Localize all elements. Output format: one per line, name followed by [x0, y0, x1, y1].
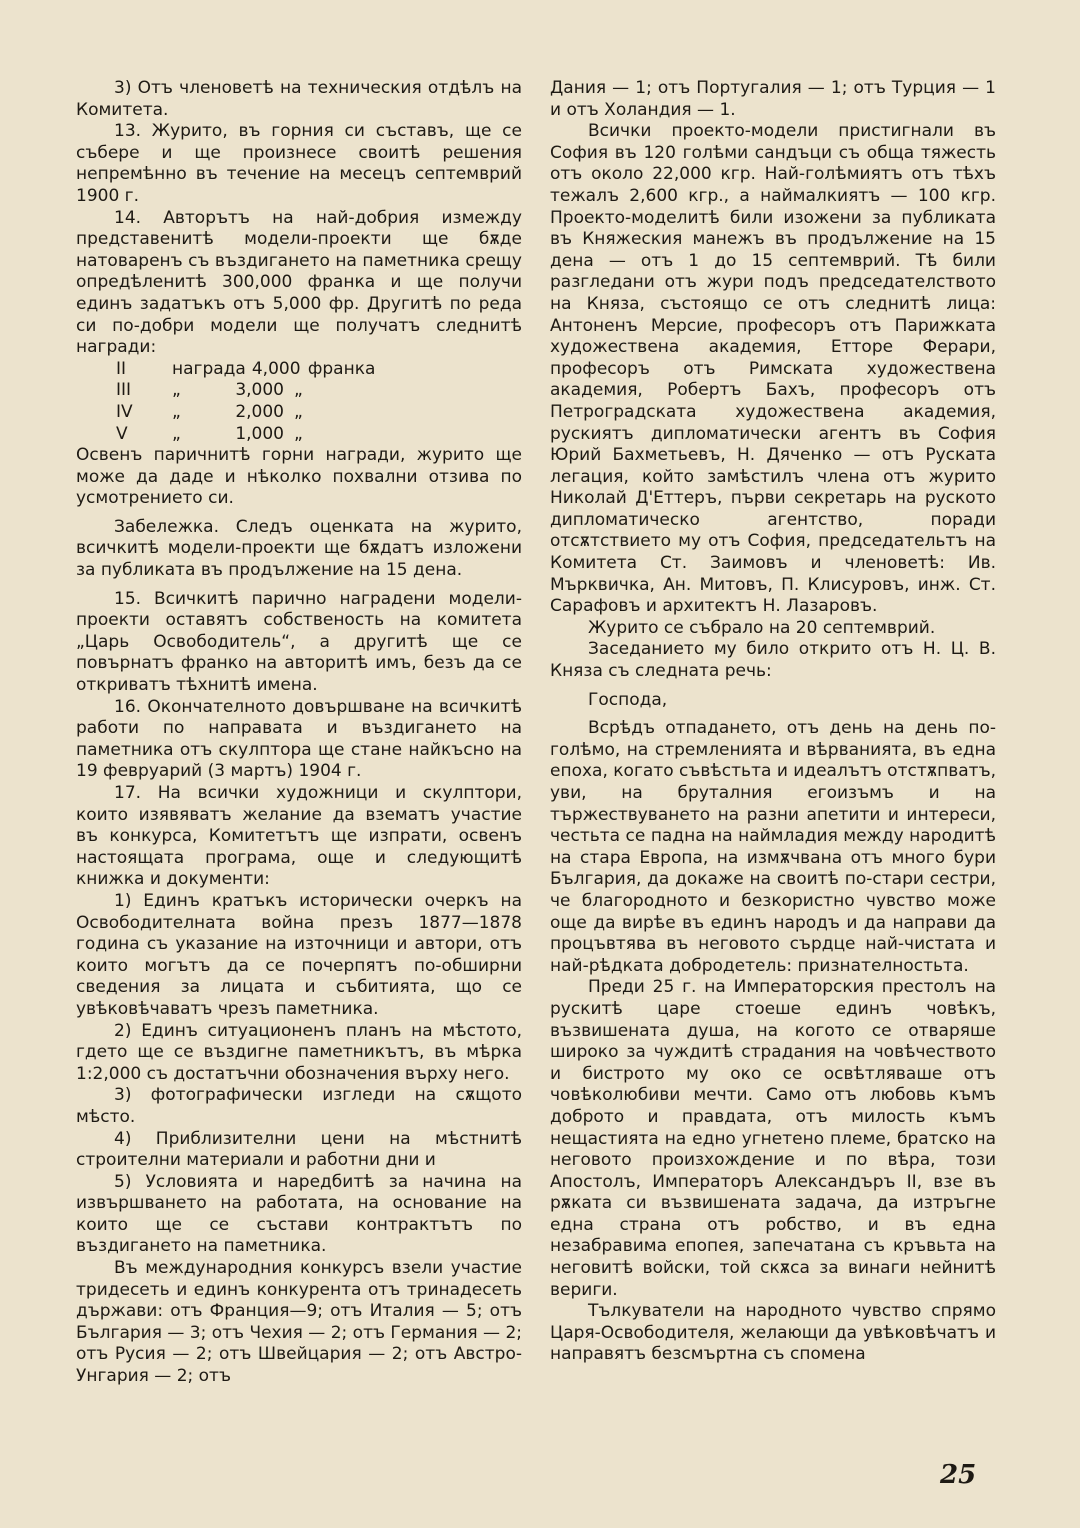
page-number: 25 — [940, 1460, 977, 1490]
paragraph: Всички проекто-модели пристигнали въ София въ 120 голѣми сандъци съ обща тяжесть отъ около 22,000 кгр. Най-голѣмиятъ отъ тѣхъ тежалъ 2,600 кгр., а наймалкиятъ — 100 кгр. Проекто-моделитѣ били изожени за публиката въ Княжеския манежъ въ продължение на 15 дена — отъ 1 до 15 септемврий. Тѣ били разгледани отъ жури подъ председателството на Княза, състоящо се отъ следнитѣ лица: Антоненъ Мерсие, професоръ отъ Парижката художествена академия, Етторе Ферари, професоръ отъ Римската художествена академия, Робертъ Бахъ, професоръ отъ Петроградската художествена академия, рускиятъ дипломатически агентъ въ София Юрий Бахметьевъ, Н. Дяченко — отъ Руската легация, който замѣстилъ члена отъ журито Николай Д'Еттеръ, първи секретарь на руското дипломатическо агентство, поради отсѫтствието му отъ София, председательтъ на Комитета Ст. Заимовъ и членоветѣ: Ив. Мърквичка, Ан. Митовъ, П. Клисуровъ, инж. Ст. Сарафовъ и архитектъ Н. Лазаровъ. — [550, 121, 996, 617]
award-row: V „ 1,000 „ — [116, 423, 303, 444]
paragraph: 13. Журито, въ горния си съставъ, ще се събере и ще произнесе своитѣ решения непремѣнно въ течение на месецъ септемврий 1900 г. — [76, 121, 522, 206]
award-row: IV „ 2,000 „ — [116, 401, 303, 422]
paragraph: 3) Отъ членоветѣ на техническия отдѣлъ на Комитета. — [76, 78, 522, 120]
paragraph: 15. Всичкитѣ парично наградени модели-проекти оставятъ собственость на комитета „Царь Освободитель“, а другитѣ ще се повърнатъ франко на авторитѣ имъ, безъ да се откриватъ тѣхнитѣ имена. — [76, 588, 522, 696]
paragraph: Заседанието му било открито отъ Н. Ц. В. Княза съ следната речь: — [550, 639, 996, 682]
paragraph: 3) фотографически изгледи на сѫщото мѣсто. — [76, 1085, 522, 1127]
paragraph: Журито се събрало на 20 септемврий. — [588, 617, 936, 638]
paragraph: Освенъ паричнитѣ горни награди, журито ще може да даде и нѣколко похвални отзива по усмотрението си. — [76, 445, 522, 509]
paragraph: 4) Приблизителни цени на мѣстнитѣ строителни материали и работни дни и — [76, 1128, 522, 1171]
paragraph: Всрѣдъ отпадането, отъ день на день по-голѣмо, на стремленията и вѣрванията, въ една епоха, когато съвѣстьта и идеалътъ отстѫпватъ, уви, на бруталния егоизъмъ и на тържествуването на разни апетити и интереси, честьта се падна на наймладия между народитѣ на стара Европа, на измѫчвана отъ много бури България, да докаже на своитѣ по-стари сестри, че благородното и безкористно чувство може още да вирѣе въ единъ народъ и да направи да процъвтява въ неговото сърдце най-чистата и най-рѣдката добродетель: признателностьта. — [550, 718, 996, 976]
paragraph: Преди 25 г. на Императорския престолъ на рускитѣ царе стоеше единъ човѣкъ, възвишената душа, на когото се отваряше широко за чуждитѣ страдания на човѣчеството и бистрото му око се освѣтляваше отъ човѣколюбиви мечти. Само отъ любовь къмъ доброто и правдата, отъ милость къмъ нещастията на едно угнетено племе, братско на неговото произхождение и по вѣра, този Апостолъ, Императоръ Александъръ II, взе въ рѫката си възвишената задача, да изтръгне една страна отъ робство, и въ една незабравима епопея, запечатана съ кръвьта на неговитѣ войски, той скѫса за винаги нейнитѣ вериги. — [550, 977, 996, 1300]
paragraph: Въ международния конкурсъ взели участие тридесеть и единъ конкурента отъ тринадесеть държави: отъ Франция—9; отъ Италия — 5; отъ България — 3; отъ Чехия — 2; отъ Германия — 2; отъ Русия — 2; отъ Швейцария — 2; отъ Австро-Унгария — 2; отъ — [76, 1258, 522, 1387]
salutation: Господа, — [588, 689, 668, 710]
paragraph: 17. На всички художници и скулптори, които изявяватъ желание да взематъ участие въ конкурса, Комитетътъ ще изпрати, освенъ настоящата програма, още и следующитѣ книжка и документи: — [76, 783, 522, 890]
paragraph: Дания — 1; отъ Португалия — 1; отъ Турция — 1 и отъ Холандия — 1. — [550, 78, 996, 120]
awards-list — [116, 359, 522, 445]
left-column — [76, 78, 522, 1388]
award-row: II награда 4,000 франка — [116, 358, 376, 379]
right-column — [550, 78, 996, 1366]
paragraph: 5) Условията и наредбитѣ за начина на извършването на работата, на основание на които ще се състави контрактътъ по въздигането на паметника. — [76, 1171, 522, 1257]
award-row: III „ 3,000 „ — [116, 380, 303, 401]
note-paragraph: Забележка. Следъ оценката на журито, всичкитѣ модели-проекти ще бѫдатъ изложени за публиката въ продължение на 15 дена. — [76, 516, 522, 581]
paragraph: Тълкуватели на народното чувство спрямо Царя-Освободителя, желающи да увѣковѣчатъ и направятъ безсмъртна съ спомена — [550, 1301, 996, 1365]
paragraph: 1) Единъ кратъкъ исторически очеркъ на Освободителната война презъ 1877—1878 година съ указание на източници и автори, отъ които могътъ да се почерпятъ по-обширни сведения за лицата и събитията, що се увѣковѣчаватъ чрезъ паметника. — [76, 890, 522, 1019]
paragraph: 14. Авторътъ на най-добрия измежду представенитѣ модели-проекти ще бѫде натоваренъ съ въздигането на паметника срещу опредѣленитѣ 300,000 франка и ще получи единъ задатъкъ отъ 5,000 фр. Другитѣ по реда си по-добри модели ще получатъ следнитѣ награди: — [76, 207, 522, 358]
paragraph: 16. Окончателното довършване на всичкитѣ работи по направата и въздигането на паметника отъ скулптора ще стане найкъсно на 19 февруарий (3 мартъ) 1904 г. — [76, 696, 522, 782]
paragraph: 2) Единъ ситуационенъ планъ на мѣстото, гдето ще се въздигне паметникътъ, въ мѣрка 1:2,000 съ достатъчни обозначения върху него. — [76, 1020, 522, 1084]
